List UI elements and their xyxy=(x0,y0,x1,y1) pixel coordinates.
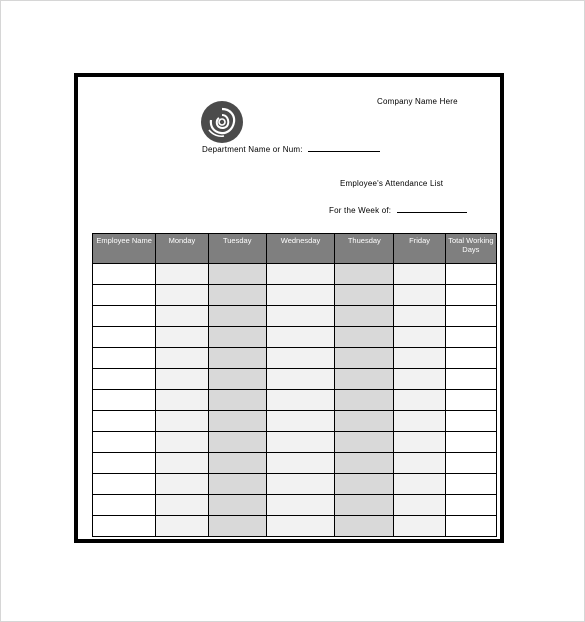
cell-friday[interactable] xyxy=(394,348,445,369)
cell-tuesday[interactable] xyxy=(208,516,266,537)
cell-total-working-days[interactable] xyxy=(445,495,496,516)
cell-friday[interactable] xyxy=(394,495,445,516)
cell-thursday[interactable] xyxy=(335,432,394,453)
cell-friday[interactable] xyxy=(394,453,445,474)
cell-thursday[interactable] xyxy=(335,306,394,327)
table-row xyxy=(93,453,497,474)
department-label: Department Name or Num: xyxy=(202,145,303,154)
table-row xyxy=(93,474,497,495)
column-header-total-working-days: Total Working Days xyxy=(445,234,496,264)
cell-tuesday[interactable] xyxy=(208,474,266,495)
cell-wednesday[interactable] xyxy=(266,432,334,453)
week-label: For the Week of: xyxy=(329,206,392,215)
table-row xyxy=(93,495,497,516)
cell-employee-name[interactable] xyxy=(93,327,156,348)
attendance-title: Employee's Attendance List xyxy=(340,179,444,188)
department-blank-line[interactable] xyxy=(308,151,380,152)
cell-friday[interactable] xyxy=(394,390,445,411)
table-row xyxy=(93,369,497,390)
week-blank-line[interactable] xyxy=(397,212,467,213)
table-header-row xyxy=(93,234,497,264)
cell-employee-name[interactable] xyxy=(93,432,156,453)
cell-monday[interactable] xyxy=(156,411,208,432)
cell-tuesday[interactable] xyxy=(208,432,266,453)
cell-thursday[interactable] xyxy=(335,495,394,516)
table-row xyxy=(93,264,497,285)
attendance-sheet xyxy=(74,73,504,543)
cell-thursday[interactable] xyxy=(335,411,394,432)
table-row xyxy=(93,516,497,537)
cell-friday[interactable] xyxy=(394,264,445,285)
cell-total-working-days[interactable] xyxy=(445,516,496,537)
cell-thursday[interactable] xyxy=(335,264,394,285)
cell-employee-name[interactable] xyxy=(93,264,156,285)
cell-monday[interactable] xyxy=(156,453,208,474)
cell-thursday[interactable] xyxy=(335,390,394,411)
cell-tuesday[interactable] xyxy=(208,327,266,348)
rose-logo-icon xyxy=(200,100,244,144)
table-row xyxy=(93,306,497,327)
cell-tuesday[interactable] xyxy=(208,306,266,327)
cell-wednesday[interactable] xyxy=(266,453,334,474)
cell-friday[interactable] xyxy=(394,327,445,348)
department-field xyxy=(202,145,380,154)
cell-wednesday[interactable] xyxy=(266,264,334,285)
cell-wednesday[interactable] xyxy=(266,495,334,516)
table-row xyxy=(93,432,497,453)
column-header-tuesday: Tuesday xyxy=(208,234,266,264)
week-field xyxy=(329,206,467,215)
table-row xyxy=(93,411,497,432)
cell-friday[interactable] xyxy=(394,369,445,390)
cell-total-working-days[interactable] xyxy=(445,348,496,369)
cell-total-working-days[interactable] xyxy=(445,474,496,495)
cell-tuesday[interactable] xyxy=(208,264,266,285)
cell-monday[interactable] xyxy=(156,474,208,495)
cell-monday[interactable] xyxy=(156,390,208,411)
cell-employee-name[interactable] xyxy=(93,411,156,432)
cell-total-working-days[interactable] xyxy=(445,327,496,348)
cell-wednesday[interactable] xyxy=(266,327,334,348)
table-body xyxy=(93,264,497,537)
cell-thursday[interactable] xyxy=(335,516,394,537)
cell-tuesday[interactable] xyxy=(208,411,266,432)
cell-wednesday[interactable] xyxy=(266,390,334,411)
column-header-friday: Friday xyxy=(394,234,445,264)
cell-monday[interactable] xyxy=(156,495,208,516)
cell-monday[interactable] xyxy=(156,516,208,537)
cell-total-working-days[interactable] xyxy=(445,264,496,285)
cell-friday[interactable] xyxy=(394,516,445,537)
cell-monday[interactable] xyxy=(156,327,208,348)
cell-monday[interactable] xyxy=(156,285,208,306)
cell-total-working-days[interactable] xyxy=(445,306,496,327)
table-row xyxy=(93,390,497,411)
cell-tuesday[interactable] xyxy=(208,285,266,306)
cell-thursday[interactable] xyxy=(335,348,394,369)
company-name: Company Name Here xyxy=(377,97,458,106)
cell-employee-name[interactable] xyxy=(93,285,156,306)
cell-friday[interactable] xyxy=(394,306,445,327)
cell-friday[interactable] xyxy=(394,474,445,495)
cell-employee-name[interactable] xyxy=(93,495,156,516)
cell-monday[interactable] xyxy=(156,348,208,369)
cell-total-working-days[interactable] xyxy=(445,453,496,474)
cell-total-working-days[interactable] xyxy=(445,369,496,390)
cell-total-working-days[interactable] xyxy=(445,285,496,306)
cell-wednesday[interactable] xyxy=(266,285,334,306)
cell-monday[interactable] xyxy=(156,264,208,285)
cell-tuesday[interactable] xyxy=(208,495,266,516)
cell-employee-name[interactable] xyxy=(93,453,156,474)
cell-friday[interactable] xyxy=(394,432,445,453)
column-header-thursday: Thuesday xyxy=(335,234,394,264)
cell-wednesday[interactable] xyxy=(266,411,334,432)
cell-thursday[interactable] xyxy=(335,453,394,474)
cell-monday[interactable] xyxy=(156,306,208,327)
attendance-table xyxy=(92,233,497,537)
cell-tuesday[interactable] xyxy=(208,348,266,369)
cell-employee-name[interactable] xyxy=(93,390,156,411)
cell-total-working-days[interactable] xyxy=(445,411,496,432)
cell-total-working-days[interactable] xyxy=(445,432,496,453)
cell-monday[interactable] xyxy=(156,369,208,390)
cell-employee-name[interactable] xyxy=(93,306,156,327)
cell-friday[interactable] xyxy=(394,411,445,432)
cell-wednesday[interactable] xyxy=(266,348,334,369)
cell-wednesday[interactable] xyxy=(266,369,334,390)
cell-employee-name[interactable] xyxy=(93,348,156,369)
cell-thursday[interactable] xyxy=(335,369,394,390)
cell-friday[interactable] xyxy=(394,285,445,306)
cell-thursday[interactable] xyxy=(335,474,394,495)
cell-wednesday[interactable] xyxy=(266,306,334,327)
column-header-wednesday: Wednesday xyxy=(266,234,334,264)
cell-tuesday[interactable] xyxy=(208,453,266,474)
cell-wednesday[interactable] xyxy=(266,474,334,495)
cell-monday[interactable] xyxy=(156,432,208,453)
cell-wednesday[interactable] xyxy=(266,516,334,537)
cell-employee-name[interactable] xyxy=(93,474,156,495)
column-header-monday: Monday xyxy=(156,234,208,264)
table-row xyxy=(93,285,497,306)
cell-total-working-days[interactable] xyxy=(445,390,496,411)
column-header-employee-name: Employee Name xyxy=(93,234,156,264)
table-row xyxy=(93,348,497,369)
cell-employee-name[interactable] xyxy=(93,516,156,537)
cell-employee-name[interactable] xyxy=(93,369,156,390)
cell-tuesday[interactable] xyxy=(208,390,266,411)
cell-thursday[interactable] xyxy=(335,327,394,348)
cell-thursday[interactable] xyxy=(335,285,394,306)
cell-tuesday[interactable] xyxy=(208,369,266,390)
table-row xyxy=(93,327,497,348)
